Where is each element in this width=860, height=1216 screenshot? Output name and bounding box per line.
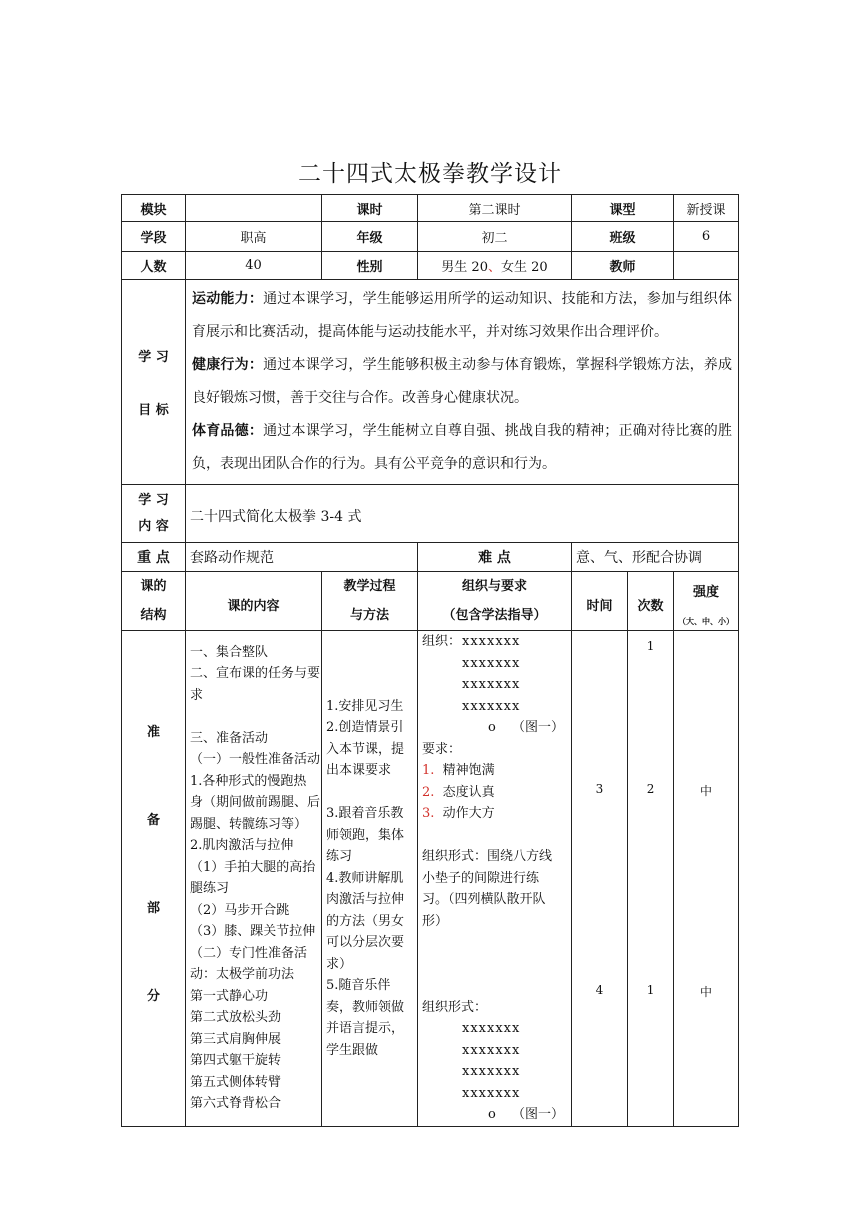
formation-marker-line (422, 1104, 567, 1126)
goal-text: 通过本课学习，学生能树立自尊自强、挑战自我的精神；正确对待比赛的胜负，表现出团队合作的行为。具有公平竞争的意识和行为。 (192, 423, 733, 472)
prep-content (186, 631, 322, 1127)
requirement-text: 态度认真 (442, 784, 495, 800)
difficulty-value: 意、气、形配合协调 (572, 543, 739, 572)
content-line: 1.各种形式的慢跑热 (190, 773, 307, 789)
intensity-value: 中 (700, 784, 713, 798)
spacer (422, 825, 567, 847)
requirement-text: 动作大方 (442, 806, 495, 821)
goals-label-bottom: 目 标 (138, 403, 169, 418)
content-line: 腿练习 (190, 881, 230, 897)
gender-female: 女生 20 (501, 260, 548, 275)
teacher-label: 教师 (572, 252, 674, 280)
content-label (122, 485, 186, 543)
content-line: 第二式放松头劲 (190, 1010, 282, 1026)
formation-row: xxxxxxx (462, 698, 521, 714)
lesson-plan-table (121, 194, 739, 1127)
formation-row: xxxxxxx (462, 1085, 521, 1101)
content-row (122, 485, 739, 543)
col-lesson-content: 课的内容 (186, 572, 322, 631)
col-intensity-label: 强度 (693, 585, 720, 600)
times-value: 1 (646, 639, 655, 653)
goals-label (122, 280, 186, 485)
formation-row: xxxxxxx (462, 655, 521, 671)
process-line (326, 782, 413, 804)
goal-lead: 健康行为： (192, 357, 264, 373)
goal-text: 通过本课学习，学生能够积极主动参与体育锻炼，掌握科学锻炼方法，养成良好锻炼习惯，善于交往与合作。改善身心健康状况。 (192, 357, 733, 406)
prep-time (572, 631, 628, 1127)
prep-char: 备 (146, 813, 160, 828)
teacher-marker: o (488, 720, 496, 735)
time-value: 4 (595, 983, 604, 997)
content-line: （一）一般性准备活动 (190, 752, 321, 768)
module-label: 模块 (122, 195, 186, 222)
form-line: 组织形式：围绕八方线 (422, 849, 553, 864)
col-org-bottom: （包含学法指导） (442, 608, 547, 623)
time-value: 3 (595, 782, 604, 796)
key-value: 套路动作规范 (186, 543, 418, 572)
info-row-3 (122, 252, 739, 280)
content-line: 第五式侧体转臂 (190, 1074, 282, 1090)
key-points-row (122, 543, 739, 572)
prep-char: 准 (146, 725, 160, 740)
process-line: 的方法（男女 (326, 913, 405, 929)
content-line: 一、集合整队 (190, 644, 269, 660)
period-value: 第二课时 (418, 195, 572, 222)
form2-label: 组织形式： (422, 999, 488, 1015)
times-value: 1 (646, 983, 655, 997)
content-label-bottom: 内 容 (138, 518, 169, 534)
process-line: 4.教师讲解肌 (326, 870, 404, 886)
document-title: 二十四式太极拳教学设计 (298, 161, 562, 187)
requirements-label: 要求： (422, 741, 462, 757)
process-line: 练习 (326, 849, 353, 864)
prep-times (628, 631, 674, 1127)
col-structure-top: 课的 (140, 579, 167, 594)
org-label: 组织： (422, 634, 462, 649)
content-label-top: 学 习 (138, 492, 169, 508)
process-line: 并语言提示， (326, 1021, 405, 1036)
content-line: （2）马步开合跳 (190, 902, 290, 918)
prep-char: 部 (146, 901, 160, 916)
process-line: 2.创造情景引 (326, 720, 404, 735)
goals-row (122, 280, 739, 485)
formation-row: xxxxxxx (462, 677, 521, 692)
col-times: 次数 (628, 572, 674, 631)
count-label: 人数 (122, 252, 186, 280)
requirement-number: 3. (422, 806, 435, 821)
prep-section-row (122, 631, 739, 1127)
goal-health-behavior (192, 349, 732, 415)
content-line (190, 706, 317, 728)
content-line: 2.肌肉激活与拉伸 (190, 838, 294, 854)
count-value: 40 (186, 252, 322, 280)
type-label: 课型 (572, 195, 674, 222)
column-header-row (122, 572, 739, 631)
prep-organization (418, 631, 572, 1127)
figure-caption: （图一） (511, 720, 564, 735)
goal-sport-ethics (192, 415, 732, 481)
col-process (322, 572, 418, 631)
process-line: 师领跑，集体 (326, 827, 405, 843)
process-line: 入本节课，提 (326, 741, 405, 757)
col-intensity (674, 572, 739, 631)
process-line: 求） (326, 956, 353, 972)
gender-label: 性别 (322, 252, 418, 280)
gender-male: 男生 20 (441, 260, 488, 275)
requirement-number: 1. (422, 763, 435, 778)
process-line: 出本课要求 (326, 763, 392, 778)
teacher-marker: o (488, 1107, 496, 1122)
col-organization (418, 572, 572, 631)
teacher-value (674, 252, 739, 280)
content-line: 三、准备活动 (190, 730, 269, 746)
content-line: 动：太极学前功法 (190, 967, 295, 983)
prep-intensity (674, 631, 739, 1127)
goal-sport-ability (192, 283, 732, 349)
spacer (422, 954, 567, 976)
class-label: 班级 (572, 222, 674, 252)
class-value: 6 (674, 222, 739, 252)
content-line: （3）膝、踝关节拉伸 (190, 924, 316, 940)
requirement-item (422, 760, 567, 782)
process-line: 5.随音乐伴 (326, 978, 391, 993)
prep-char: 分 (146, 989, 160, 1004)
goals-content (186, 280, 739, 485)
module-value (186, 195, 322, 222)
form-line: 小垫子的间隙进行练 (422, 870, 540, 886)
process-line: 1.安排见习生 (326, 698, 404, 714)
content-line: 第四式躯干旋转 (190, 1053, 282, 1069)
content-line: 踢腿、转髋练习等） (190, 816, 308, 832)
form-line: 形） (422, 913, 449, 929)
formation-row: xxxxxxx (462, 1021, 521, 1036)
info-row-1 (122, 195, 739, 222)
stage-value: 职高 (186, 222, 322, 252)
col-structure-bottom: 结构 (140, 608, 167, 623)
content-line: （1）手拍大腿的高抬 (190, 859, 316, 875)
content-line: （二）专门性准备活 (190, 945, 308, 961)
grade-value: 初二 (418, 222, 572, 252)
gender-value (418, 252, 572, 280)
content-value: 二十四式简化太极拳 3-4 式 (186, 485, 739, 543)
goals-label-top: 学 习 (138, 350, 169, 365)
col-org-top: 组织与要求 (461, 579, 527, 594)
col-structure (122, 572, 186, 631)
grade-label: 年级 (322, 222, 418, 252)
intensity-value: 中 (700, 985, 713, 999)
process-line: 奏，教师领做 (326, 999, 405, 1015)
col-process-top: 教学过程 (343, 579, 396, 594)
process-line: 可以分层次要 (326, 935, 405, 950)
content-line: 第三式肩胸伸展 (190, 1031, 282, 1047)
gender-separator: 、 (487, 260, 501, 275)
process-line: 3.跟着音乐教 (326, 806, 404, 821)
period-label: 课时 (322, 195, 418, 222)
formation-row: xxxxxxx (462, 1064, 521, 1079)
difficulty-label: 难 点 (418, 543, 572, 572)
content-line: 二、宣布课的任务与要 (190, 666, 321, 682)
spacer (422, 932, 567, 954)
requirement-text: 精神饱满 (442, 763, 495, 778)
requirement-item (422, 803, 567, 825)
formation-row: xxxxxxx (462, 1042, 521, 1058)
goal-lead: 体育品德： (192, 423, 264, 439)
spacer (422, 975, 567, 997)
process-line: 肉激活与拉伸 (326, 892, 405, 907)
prep-process (322, 631, 418, 1127)
stage-label: 学段 (122, 222, 186, 252)
content-line: 身（期间做前踢腿、后 (190, 795, 321, 811)
goal-text: 通过本课学习，学生能够运用所学的运动知识、技能和方法，参加与组织体育展示和比赛活动，提高体能与运动技能水平，并对练习效果作出合理评价。 (192, 291, 733, 340)
figure-caption: （图一） (511, 1107, 564, 1122)
col-time: 时间 (572, 572, 628, 631)
requirement-number: 2. (422, 784, 435, 800)
content-line: 第一式静心功 (190, 988, 269, 1004)
formation-row: xxxxxxx (462, 634, 521, 649)
key-label: 重 点 (122, 543, 186, 572)
requirement-item (422, 782, 567, 804)
content-line: 第六式脊背松合 (190, 1096, 282, 1112)
info-row-2 (122, 222, 739, 252)
col-intensity-sub: （大、中、小） (678, 617, 735, 626)
form-line: 习。（四列横队散开队 (422, 892, 546, 907)
formation-marker-line (422, 717, 567, 739)
prep-section-label (122, 631, 186, 1127)
content-line: 求 (190, 687, 204, 703)
goal-lead: 运动能力： (192, 291, 264, 307)
type-value: 新授课 (674, 195, 739, 222)
times-value: 2 (646, 782, 655, 796)
col-process-bottom: 与方法 (349, 608, 389, 623)
process-line: 学生跟做 (326, 1042, 379, 1058)
